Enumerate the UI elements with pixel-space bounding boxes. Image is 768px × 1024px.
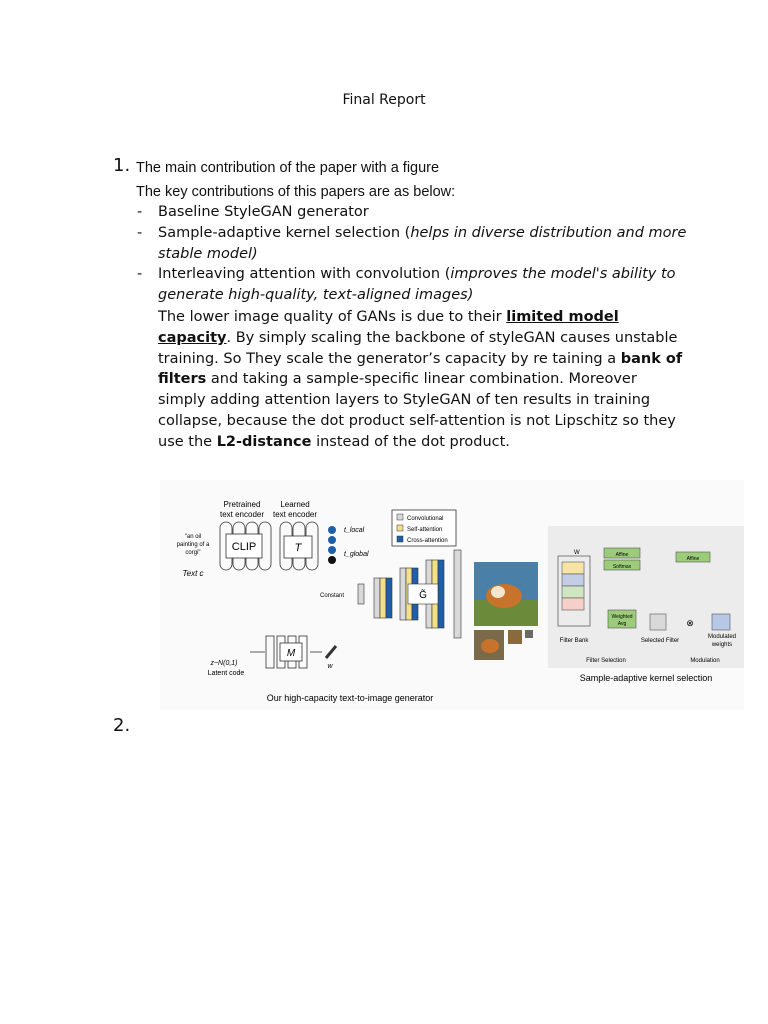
bullet-3 xyxy=(158,264,688,306)
prompt-line-3: corgi" xyxy=(185,550,201,556)
para-text-4: instead of the dot product. xyxy=(311,433,510,450)
multiply-symbol: ⊗ xyxy=(686,618,694,628)
prompt-line-1: "an oil xyxy=(184,534,202,540)
w-small-label: W xyxy=(574,550,580,556)
affine-label-2: Affine xyxy=(686,556,700,562)
clip-label: CLIP xyxy=(231,541,257,553)
kernel-caption: Sample-adaptive kernel selection xyxy=(579,673,713,683)
section-1-intro: The key contributions of this papers are as below: xyxy=(136,184,456,200)
bullet-marker: - xyxy=(137,204,143,220)
learned-label-2: text encoder xyxy=(272,510,318,519)
bullet-3-text: Interleaving attention with convolution ( xyxy=(158,266,451,282)
bullet-2 xyxy=(158,223,688,265)
modulated-label-2: weights xyxy=(711,642,733,648)
m-label: M xyxy=(286,648,296,659)
para-bold-l2-distance: L2-distance xyxy=(216,433,312,450)
selected-filter-label: Selected Filter xyxy=(640,638,680,644)
section-2-number: 2. xyxy=(113,715,131,736)
bullet-2-text: Sample-adaptive kernel selection ( xyxy=(158,225,411,241)
latent-z-label: z~N(0,1) xyxy=(210,660,238,667)
text-c-label: Text c xyxy=(182,569,204,578)
legend-cross-attn: Cross-attention xyxy=(407,538,448,544)
filter-bank-label: Filter Bank xyxy=(559,638,589,644)
legend-conv: Convolutional xyxy=(407,516,444,522)
para-text-2: . By simply scaling the backbone of styleGAN causes unstable training. So They scale the generator’s capacity by re taining a xyxy=(158,329,678,367)
t-global-label: t_global xyxy=(344,551,369,558)
para-bold-bank-of-filters: bank of filters xyxy=(158,350,683,388)
learned-label-1: Learned xyxy=(280,500,310,509)
weighted-avg-2: Avg xyxy=(617,621,627,627)
para-bold-limited-capacity: limited model capacity xyxy=(158,309,619,346)
section-1-heading: The main contribution of the paper with a figure xyxy=(136,160,440,176)
constant-label: Constant xyxy=(320,593,345,599)
weighted-avg-1: Weighted xyxy=(611,614,633,620)
filter-selection-label: Filter Selection xyxy=(586,658,626,664)
body-paragraph xyxy=(158,307,688,453)
para-text-1: The lower image quality of GANs is due to their xyxy=(158,309,507,325)
modulation-label: Modulation xyxy=(690,658,720,664)
architecture-figure xyxy=(160,480,744,710)
prompt-line-2: painting of a xyxy=(176,542,210,548)
pretrained-label-2: text encoder xyxy=(219,510,265,519)
bullet-marker: - xyxy=(137,225,143,241)
para-text-3: and taking a sample-specific linear combination. Moreover simply adding attention layers to StyleGAN of ten results in training collapse, because the dot product self-attention is not Lipschitz so they use the xyxy=(158,371,676,450)
t-label: T xyxy=(294,542,302,554)
bullet-3-italic: improves the model's ability to generate high-quality, text-aligned images) xyxy=(158,266,676,303)
bullet-2-italic: helps in diverse distribution and more stable model) xyxy=(158,225,687,262)
softmax-label: Softmax xyxy=(612,564,632,570)
page-title: Final Report xyxy=(342,92,426,108)
legend-self-attn: Self-attention xyxy=(407,527,443,533)
section-1-number: 1. xyxy=(113,155,131,176)
bullet-1 xyxy=(158,202,688,223)
latent-code-label: Latent code xyxy=(207,670,245,677)
modulated-label-1: Modulated xyxy=(707,634,737,640)
affine-label-1: Affine xyxy=(615,552,629,558)
pretrained-label-1: Pretrained xyxy=(223,500,261,509)
bullet-1-text: Baseline StyleGAN generator xyxy=(158,204,369,220)
bullet-marker: - xyxy=(137,266,143,282)
generator-caption: Our high-capacity text-to-image generator xyxy=(266,693,434,703)
w-label: w xyxy=(327,663,333,670)
t-local-label: t_local xyxy=(344,527,365,534)
g-label: G̃ xyxy=(419,590,427,601)
